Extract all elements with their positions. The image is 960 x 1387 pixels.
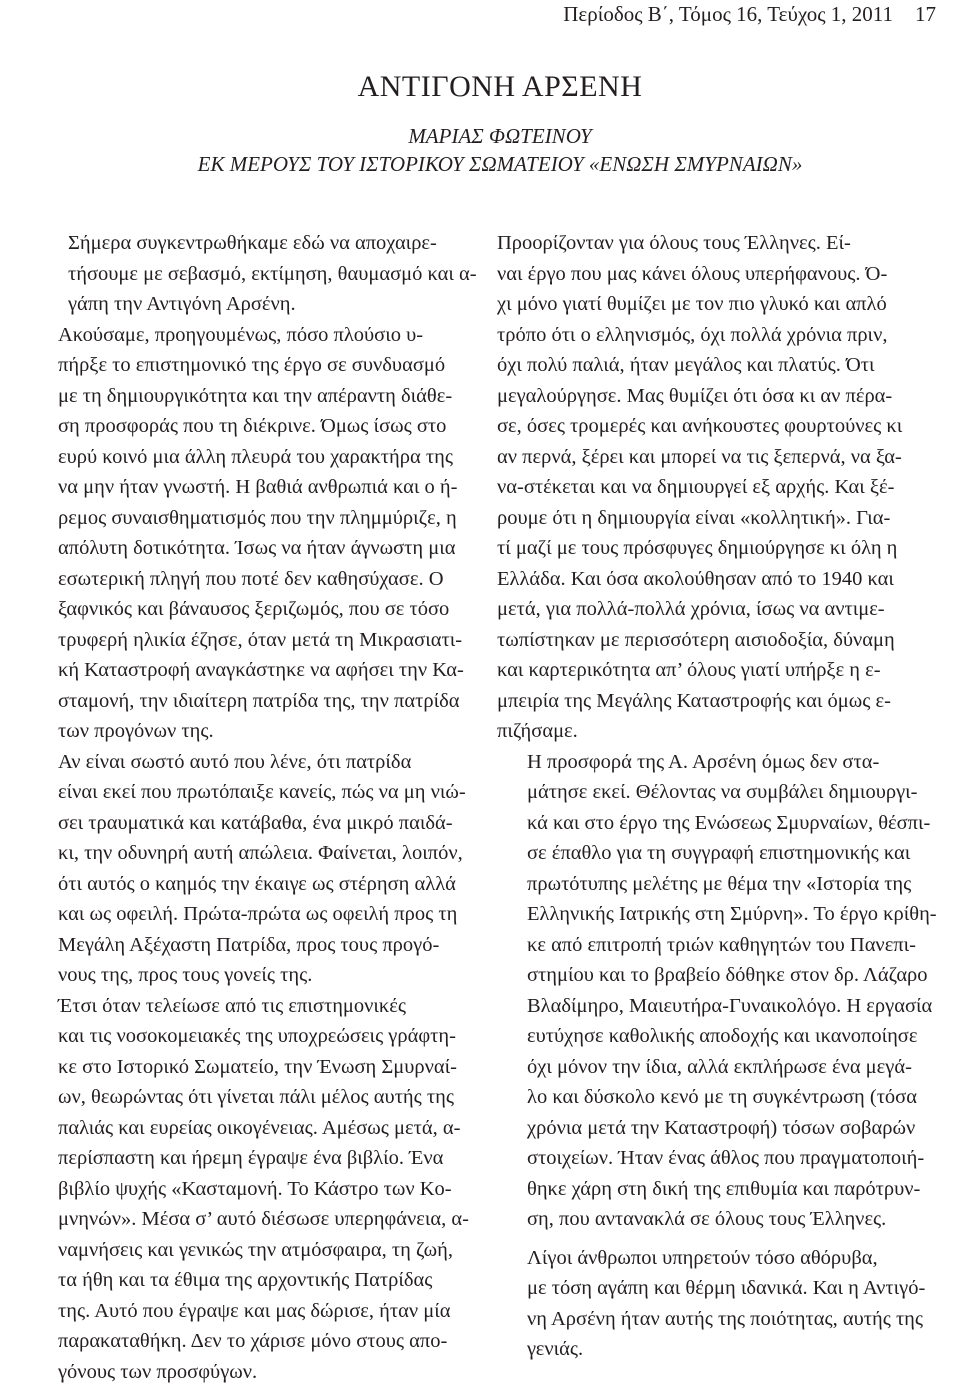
text-line: γενιάς. [497,1334,940,1365]
text-line: μετά, για πολλά-πολλά χρόνια, ίσως να αντιμε- [497,594,940,625]
text-line: να μην ήταν γνωστή. Η βαθιά ανθρωπιά και ο ή- [28,472,468,503]
text-line: ευρύ κοινό μια άλλη πλευρά του χαρακτήρα της [28,442,468,473]
text-line: ση προσφοράς που τη διέκρινε. Όμως ίσως στο [28,411,468,442]
text-line: ξαφνικός και βάναυσος ξεριζωμός, που σε τόσο [28,594,468,625]
text-line: Προορίζονταν για όλους τους Έλληνες. Εί- [497,228,940,259]
text-line: θηκε χάρη στη δική της επιθυμία και παρότρυν- [497,1174,940,1205]
text-line: μνηνών». Μέσα σ’ αυτό διέσωσε υπερηφάνεια, α- [28,1204,468,1235]
text-line: νους της, προς τους γονείς της. [28,960,468,991]
author-affiliation: ΕΚ ΜΕΡΟΥΣ ΤΟΥ ΙΣΤΟΡΙΚΟΥ ΣΩΜΑΤΕΙΟΥ «ΕΝΩΣΗ ΣΜΥΡΝΑΙΩΝ» [40,150,960,178]
text-line: εσωτερική πληγή που ποτέ δεν καθησύχασε. Ο [28,564,468,595]
text-line: νη Αρσένη ήταν αυτής της ποιότητας, αυτής της [497,1304,940,1335]
text-line: Μεγάλη Αξέχαστη Πατρίδα, προς τους προγό- [28,930,468,961]
text-line: μπειρία της Μεγάλης Καταστροφής και όμως ε- [497,686,940,717]
article-title: ΑΝΤΙΓΟΝΗ ΑΡΣΕΝΗ [0,70,960,104]
journal-citation: Περίοδος Β΄, Τόμος 16, Τεύχος 1, 2011 [563,2,893,26]
article-heading [0,70,960,178]
text-line: ση, που αντανακλά σε όλους τους Έλληνες. [497,1204,940,1235]
text-line: τί μαζί με τους πρόσφυγες δημιούργησε κι όλη η [497,533,940,564]
paragraph [497,1243,940,1365]
text-line: πήρξε το επιστημονικό της έργο σε συνδυασμό [28,350,468,381]
text-line: κή Καταστροφή αναγκάστηκε να αφήσει την Κα- [28,655,468,686]
text-line: και καρτερικότητα απ’ όλους γιατί υπήρξε η ε- [497,655,940,686]
text-line: Η προσφορά της Α. Αρσένη όμως δεν στα- [497,747,940,778]
text-line: λο και δύσκολο κενό με τη συγκέντρωση (τόσα [497,1082,940,1113]
text-line: πρωτότυπης μελέτης με θέμα την «Ιστορία της [497,869,940,900]
text-line: και τις νοσοκομειακές της υποχρεώσεις γράφτη- [28,1021,468,1052]
text-line: περίσπαστη και ήρεμη έγραψε ένα βιβλίο. Ένα [28,1143,468,1174]
paragraph [28,991,468,1387]
paragraph [497,228,940,747]
text-line: παλιάς και ευρείας οικογένειας. Αμέσως μετά, α- [28,1113,468,1144]
text-line: τρόπο ότι ο ελληνισμός, όχι πολλά χρόνια πριν, [497,320,940,351]
text-line: κι, την οδυνηρή αυτή απώλεια. Φαίνεται, λοιπόν, [28,838,468,869]
text-line: παρακαταθήκη. Δεν το χάρισε μόνο στους απο- [28,1326,468,1357]
paragraph [28,747,468,991]
text-line: Ελλάδα. Και όσα ακολούθησαν από το 1940 και [497,564,940,595]
text-line: ρουμε ότι η δημιουργία είναι «κολλητική». Για- [497,503,940,534]
paragraph [28,228,468,320]
text-line: όχι μόνον την ίδια, αλλά εκπλήρωσε ένα μεγά- [497,1052,940,1083]
text-line: ναμνήσεις και γενικώς την ατμόσφαιρα, τη ζωή, [28,1235,468,1266]
text-line: στημίου και το βραβείο δόθηκε στον δρ. Λάζαρο [497,960,940,991]
left-column [28,228,468,1387]
text-line: σε έπαθλο για τη συγγραφή επιστημονικής και [497,838,940,869]
text-line: αν περνά, ξέρει και μπορεί να τις ξεπερνά, να ξα- [497,442,940,473]
text-line: με τόση αγάπη και θέρμη ιδανικά. Και η Αντιγό- [497,1273,940,1304]
paragraph [28,320,468,747]
text-line: τα ήθη και τα έθιμα της αρχοντικής Πατρίδας [28,1265,468,1296]
text-line: είναι εκεί που πρωτόπαιξε κανείς, πώς να μη νιώ- [28,777,468,808]
text-line: βιβλίο ψυχής «Κασταμονή. Το Κάστρο των Κο- [28,1174,468,1205]
text-line: γόνους των προσφύγων. [28,1357,468,1387]
text-line: με τη δημιουργικότητα και την απέραντη διάθε- [28,381,468,412]
text-line: ων, θεωρώντας ότι γίνεται πάλι μέλος αυτής της [28,1082,468,1113]
text-line: να-στέκεται και να δημιουργεί εξ αρχής. Και ξέ- [497,472,940,503]
text-line: Βλαδίμηρο, Μαιευτήρα-Γυναικολόγο. Η εργασία [497,991,940,1022]
text-line: χι μόνο γιατί θυμίζει με τον πιο γλυκό και απλό [497,289,940,320]
author-name: ΜΑΡΙΑΣ ΦΩΤΕΙΝΟΥ [40,122,960,150]
text-line: κά και στο έργο της Ενώσεως Σμυρναίων, θέσπι- [497,808,940,839]
text-line: Έτσι όταν τελείωσε από τις επιστημονικές [28,991,468,1022]
text-line: Ελληνικής Ιατρικής στη Σμύρνη». Το έργο κρίθη- [497,899,940,930]
text-line: κε από επιτροπή τριών καθηγητών του Πανεπι- [497,930,940,961]
text-line: Αν είναι σωστό αυτό που λένε, ότι πατρίδα [28,747,468,778]
text-line: Ακούσαμε, προηγουμένως, πόσο πλούσιο υ- [28,320,468,351]
text-line: ότι αυτός ο καημός την έκαιγε ως στέρηση αλλά [28,869,468,900]
page-number: 17 [915,2,936,26]
text-line: χρόνια μετά την Καταστροφή) τόσων σοβαρών [497,1113,940,1144]
text-line: μεγαλούργησε. Μας θυμίζει ότι όσα κι αν πέρα- [497,381,940,412]
running-header [563,2,936,27]
text-line: τωπίστηκαν με περισσότερη αισιοδοξία, δύναμη [497,625,940,656]
byline [0,122,960,178]
text-line: τρυφερή ηλικία έζησε, όταν μετά τη Μικρασιατι- [28,625,468,656]
text-line: πιζήσαμε. [497,716,940,747]
text-line: γάπη την Αντιγόνη Αρσένη. [28,289,468,320]
text-line: τήσουμε με σεβασμό, εκτίμηση, θαυμασμό και α- [28,259,468,290]
text-line: ευτύχησε καθολικής αποδοχής και ικανοποίησε [497,1021,940,1052]
right-column [497,228,940,1365]
text-line: Σήμερα συγκεντρωθήκαμε εδώ να αποχαιρε- [28,228,468,259]
text-line: απόλυτη δοτικότητα. Ίσως να ήταν άγνωστη μια [28,533,468,564]
paragraph [497,747,940,1235]
text-line: όχι πολύ παλιά, ήταν μεγάλος και πλατύς. Ότι [497,350,940,381]
text-line: μάτησε εκεί. Θέλοντας να συμβάλει δημιουργι- [497,777,940,808]
text-line: ρεμος συναισθηματισμός που την πλημμύριζε, η [28,503,468,534]
text-line: των προγόνων της. [28,716,468,747]
text-line: κε στο Ιστορικό Σωματείο, την Ένωση Σμυρναί- [28,1052,468,1083]
text-line: της. Αυτό που έγραψε και μας δώρισε, ήταν μία [28,1296,468,1327]
text-line: σταμονή, την ιδιαίτερη πατρίδα της, την πατρίδα [28,686,468,717]
text-line: Λίγοι άνθρωποι υπηρετούν τόσο αθόρυβα, [497,1243,940,1274]
text-line: και ως οφειλή. Πρώτα-πρώτα ως οφειλή προς τη [28,899,468,930]
text-line: σει τραυματικά και κατάβαθα, ένα μικρό παιδά- [28,808,468,839]
text-line: σε, όσες τρομερές και ανήκουστες φουρτούνες κι [497,411,940,442]
text-line: ναι έργο που μας κάνει όλους υπερήφανους. Ό- [497,259,940,290]
text-line: στοιχείων. Ήταν ένας άθλος που πραγματοποιή- [497,1143,940,1174]
